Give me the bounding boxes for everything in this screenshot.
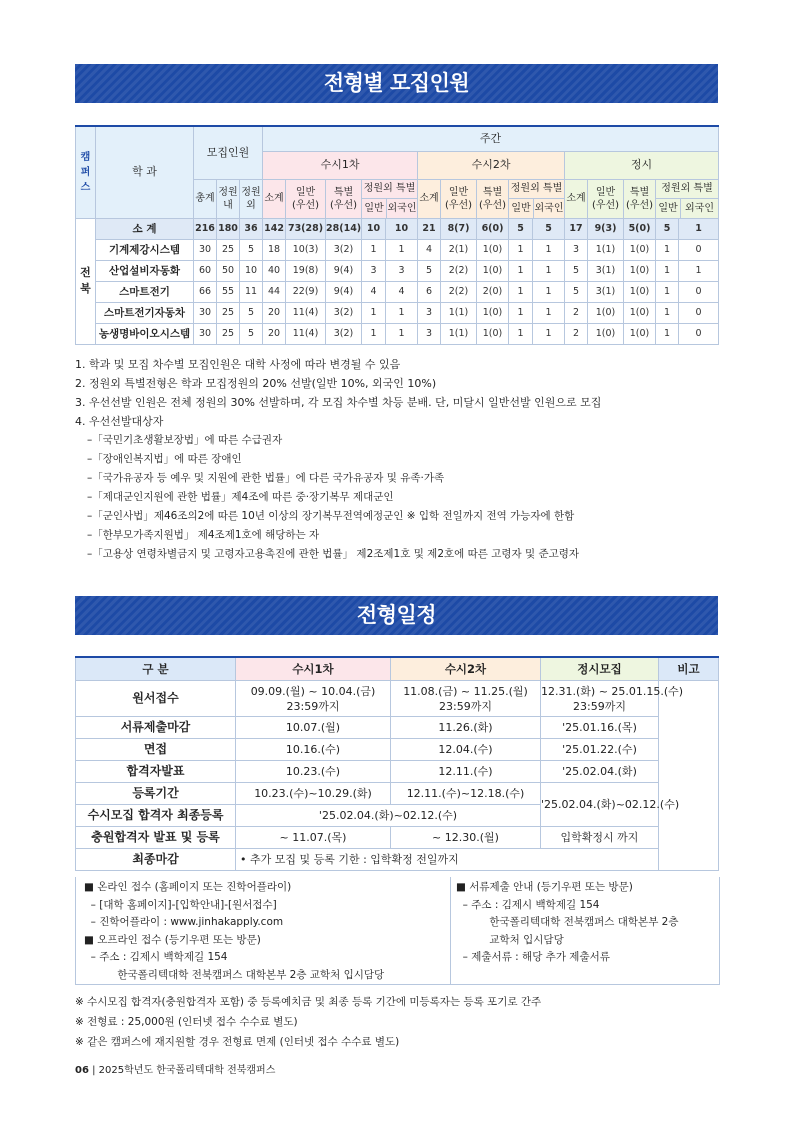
dept-name: 스마트전기자동차 bbox=[96, 302, 194, 323]
quota-cell: 1 bbox=[656, 323, 679, 344]
quota-cell: 6 bbox=[418, 281, 441, 302]
quota-table bbox=[75, 125, 719, 345]
campus-cell: 전 북 bbox=[76, 218, 96, 344]
quota-cell: 44 bbox=[263, 281, 286, 302]
sched-row-final-register: 수시모집 합격자 최종등록 bbox=[76, 805, 236, 827]
sched-header-susi2: 수시2차 bbox=[391, 657, 541, 681]
quota-cell: 25 bbox=[217, 323, 240, 344]
sched-interview-jeongsi: '25.01.22.(수) bbox=[541, 739, 659, 761]
out-quota-header: 정원 외 bbox=[240, 179, 263, 218]
note-line: 1. 학과 및 모집 차수별 모집인원은 대학 사정에 따라 변경될 수 있음 bbox=[75, 358, 401, 371]
sched-row-apply: 원서접수 bbox=[76, 681, 236, 717]
quota-cell: 3 bbox=[362, 260, 386, 281]
quota-cell: 50 bbox=[217, 260, 240, 281]
page-footer bbox=[75, 1061, 275, 1076]
quota-subtotal-row bbox=[76, 218, 719, 239]
quota-cell: 1 bbox=[679, 218, 719, 239]
quota-cell: 30 bbox=[194, 323, 217, 344]
susi1-header: 수시1차 bbox=[263, 151, 418, 179]
quota-cell: 4 bbox=[362, 281, 386, 302]
quota-notes bbox=[75, 355, 725, 564]
page-number: 06 bbox=[75, 1065, 89, 1076]
susi1-general-header: 일반 (우선) bbox=[286, 179, 326, 218]
quota-cell: 0 bbox=[679, 302, 719, 323]
quota-cell: 1(0) bbox=[588, 302, 624, 323]
quota-cell: 1(0) bbox=[588, 323, 624, 344]
quota-cell: 1 bbox=[509, 239, 533, 260]
quota-cell: 3(2) bbox=[326, 323, 362, 344]
schedule-table bbox=[75, 656, 719, 871]
quota-cell: 22(9) bbox=[286, 281, 326, 302]
quota-cell: 4 bbox=[418, 239, 441, 260]
quota-cell: 5 bbox=[509, 218, 533, 239]
quota-cell: 10(3) bbox=[286, 239, 326, 260]
sched-announce-jeongsi: '25.02.04.(화) bbox=[541, 761, 659, 783]
info-line: – 주소 : 김제시 백학제길 154 bbox=[84, 951, 228, 964]
campus-header: 캠퍼스 bbox=[76, 126, 96, 218]
quota-cell: 5 bbox=[565, 260, 588, 281]
daytime-header: 주간 bbox=[263, 126, 719, 151]
quota-cell: 30 bbox=[194, 302, 217, 323]
quota-cell: 1(0) bbox=[624, 239, 656, 260]
quota-cell: 20 bbox=[263, 302, 286, 323]
quota-cell: 55 bbox=[217, 281, 240, 302]
table-row bbox=[76, 323, 719, 344]
susi2-general-header: 일반 (우선) bbox=[441, 179, 477, 218]
sched-header-jeongsi: 정시모집 bbox=[541, 657, 659, 681]
quota-cell: 0 bbox=[679, 239, 719, 260]
jeongsi-header: 정시 bbox=[565, 151, 719, 179]
quota-cell: 20 bbox=[263, 323, 286, 344]
dept-header: 학 과 bbox=[96, 126, 194, 218]
quota-cell: 1(0) bbox=[477, 302, 509, 323]
quota-cell: 17 bbox=[565, 218, 588, 239]
sched-final-register-susi: '25.02.04.(화)~02.12.(수) bbox=[236, 805, 541, 827]
susi1-outspecial-header: 정원외 특별 일반 외국인 bbox=[362, 179, 418, 218]
footnote-line: ※ 수시모집 합격자(충원합격자 포함) 중 등록예치금 및 최종 등록 기간에 미등록자는 등록 포기로 간주 bbox=[75, 996, 542, 1008]
info-line: 한국폴리텍대학 전북캠퍼스 대학본부 2층 교학처 입시담당 bbox=[84, 968, 385, 981]
info-line: – 제출서류 : 해당 추가 제출서류 bbox=[456, 951, 610, 964]
quota-cell: 5 bbox=[240, 323, 263, 344]
table-row bbox=[76, 239, 719, 260]
quota-cell: 1(0) bbox=[477, 260, 509, 281]
quota-cell: 5 bbox=[656, 218, 679, 239]
info-line: ■ 온라인 접수 (홈페이지 또는 진학어플라이) bbox=[84, 881, 292, 893]
quota-cell: 1(0) bbox=[624, 281, 656, 302]
sched-register-jeongsi: '25.02.04.(화)~02.12.(수) bbox=[541, 783, 659, 827]
sched-deadline-text: • 추가 모집 및 등록 기한 : 입학확정 전일까지 bbox=[236, 849, 659, 871]
quota-cell: 2(2) bbox=[441, 260, 477, 281]
note-line: 3. 우선선발 인원은 전체 정원의 30% 선발하며, 각 모집 차수별 차등 분배. 단, 미달시 일반선발 인원으로 모집 bbox=[75, 396, 602, 409]
quota-cell: 1 bbox=[533, 239, 565, 260]
application-info-box bbox=[75, 877, 720, 985]
table-row bbox=[76, 281, 719, 302]
quota-cell: 1(0) bbox=[624, 302, 656, 323]
quota-cell: 11 bbox=[240, 281, 263, 302]
quota-cell: 8(7) bbox=[441, 218, 477, 239]
table-row bbox=[76, 260, 719, 281]
sched-extra-susi2: ~ 12.30.(월) bbox=[391, 827, 541, 849]
dept-name: 산업설비자동화 bbox=[96, 260, 194, 281]
quota-cell: 73(28) bbox=[286, 218, 326, 239]
info-line: 한국폴리텍대학 전북캠퍼스 대학본부 2층 bbox=[456, 916, 679, 929]
quota-cell: 3 bbox=[418, 302, 441, 323]
susi2-special-header: 특별 (우선) bbox=[477, 179, 509, 218]
recruit-header: 모집인원 bbox=[194, 126, 263, 179]
info-line: – 주소 : 김제시 백학제길 154 bbox=[456, 898, 600, 911]
quota-cell: 1 bbox=[509, 323, 533, 344]
sched-interview-susi2: 12.04.(수) bbox=[391, 739, 541, 761]
quota-cell: 180 bbox=[217, 218, 240, 239]
table-row bbox=[76, 302, 719, 323]
susi1-special-header: 특별 (우선) bbox=[326, 179, 362, 218]
quota-cell: 1(1) bbox=[441, 323, 477, 344]
note-subitem: –「한부모가족지원법」 제4조제1호에 해당하는 자 bbox=[87, 529, 320, 541]
quota-cell: 5 bbox=[418, 260, 441, 281]
info-line: 교학처 입시담당 bbox=[456, 933, 564, 946]
quota-cell: 5 bbox=[533, 218, 565, 239]
jeongsi-general-header: 일반 (우선) bbox=[588, 179, 624, 218]
sched-row-extra: 충원합격자 발표 및 등록 bbox=[76, 827, 236, 849]
sched-docs-susi1: 10.07.(월) bbox=[236, 717, 391, 739]
quota-cell: 2 bbox=[565, 323, 588, 344]
quota-cell: 3 bbox=[565, 239, 588, 260]
quota-cell: 25 bbox=[217, 302, 240, 323]
quota-cell: 0 bbox=[679, 281, 719, 302]
sched-apply-susi1: 09.09.(월) ~ 10.04.(금) 23:59까지 bbox=[236, 681, 391, 717]
quota-cell: 1 bbox=[679, 260, 719, 281]
quota-cell: 19(8) bbox=[286, 260, 326, 281]
sched-row-interview: 면접 bbox=[76, 739, 236, 761]
sched-row-announce: 합격자발표 bbox=[76, 761, 236, 783]
quota-cell: 1(1) bbox=[588, 239, 624, 260]
info-divider bbox=[450, 877, 451, 984]
susi2-outspecial-header: 정원외 특별 일반 외국인 bbox=[509, 179, 565, 218]
jeongsi-subtotal-header: 소계 bbox=[565, 179, 588, 218]
info-line: – 진학어플라이 : www.jinhakapply.com bbox=[84, 916, 284, 929]
note-line: 2. 정원외 특별전형은 학과 모집정원의 20% 선발(일반 10%, 외국인 10%) bbox=[75, 377, 437, 390]
jeongsi-special-header: 특별 (우선) bbox=[624, 179, 656, 218]
sched-register-susi2: 12.11.(수)~12.18.(수) bbox=[391, 783, 541, 805]
susi2-header: 수시2차 bbox=[418, 151, 565, 179]
note-subitem: –「국민기초생활보장법」에 따른 수급권자 bbox=[87, 434, 283, 446]
footer-text: | 2025학년도 한국폴리텍대학 전북캠퍼스 bbox=[92, 1065, 276, 1076]
quota-cell: 3(1) bbox=[588, 281, 624, 302]
quota-cell: 1(0) bbox=[624, 260, 656, 281]
sched-register-susi1: 10.23.(수)~10.29.(화) bbox=[236, 783, 391, 805]
quota-cell: 21 bbox=[418, 218, 441, 239]
quota-cell: 1 bbox=[362, 302, 386, 323]
section-title-schedule: 전형일정 bbox=[75, 596, 718, 635]
quota-cell: 1 bbox=[362, 323, 386, 344]
quota-cell: 2(0) bbox=[477, 281, 509, 302]
quota-cell: 9(4) bbox=[326, 260, 362, 281]
quota-cell: 60 bbox=[194, 260, 217, 281]
quota-cell: 1 bbox=[509, 281, 533, 302]
info-line: ■ 오프라인 접수 (등기우편 또는 방문) bbox=[84, 933, 261, 946]
quota-cell: 25 bbox=[217, 239, 240, 260]
quota-cell: 66 bbox=[194, 281, 217, 302]
quota-cell: 6(0) bbox=[477, 218, 509, 239]
quota-cell: 2 bbox=[565, 302, 588, 323]
quota-cell: 3 bbox=[418, 323, 441, 344]
quota-cell: 10 bbox=[240, 260, 263, 281]
quota-cell: 1 bbox=[386, 302, 418, 323]
dept-name: 기계제강시스템 bbox=[96, 239, 194, 260]
quota-cell: 1 bbox=[533, 302, 565, 323]
quota-cell: 1 bbox=[362, 239, 386, 260]
sched-announce-susi2: 12.11.(수) bbox=[391, 761, 541, 783]
quota-cell: 1 bbox=[533, 323, 565, 344]
total-header: 총계 bbox=[194, 179, 217, 218]
quota-cell: 5 bbox=[565, 281, 588, 302]
footnote-line: ※ 같은 캠퍼스에 재지원할 경우 전형료 면제 (인터넷 접수 수수료 별도) bbox=[75, 1036, 400, 1048]
quota-cell: 5 bbox=[240, 239, 263, 260]
quota-cell: 2(1) bbox=[441, 239, 477, 260]
quota-cell: 5 bbox=[240, 302, 263, 323]
quota-cell: 9(3) bbox=[588, 218, 624, 239]
sched-extra-jeongsi: 입학확정시 까지 bbox=[541, 827, 659, 849]
quota-cell: 10 bbox=[362, 218, 386, 239]
quota-cell: 36 bbox=[240, 218, 263, 239]
quota-cell: 216 bbox=[194, 218, 217, 239]
sched-row-register: 등록기간 bbox=[76, 783, 236, 805]
in-quota-header: 정원 내 bbox=[217, 179, 240, 218]
quota-cell: 9(4) bbox=[326, 281, 362, 302]
sched-apply-jeongsi: 12.31.(화) ~ 25.01.15.(수) 23:59까지 bbox=[541, 681, 659, 717]
info-line: – [대학 홈페이지]-[입학안내]-[원서접수] bbox=[84, 898, 277, 911]
quota-cell: 0 bbox=[679, 323, 719, 344]
dept-name: 농생명바이오시스템 bbox=[96, 323, 194, 344]
sched-header-category: 구 분 bbox=[76, 657, 236, 681]
quota-cell: 1 bbox=[656, 302, 679, 323]
quota-cell: 30 bbox=[194, 239, 217, 260]
sched-announce-susi1: 10.23.(수) bbox=[236, 761, 391, 783]
sched-interview-susi1: 10.16.(수) bbox=[236, 739, 391, 761]
quota-cell: 11(4) bbox=[286, 302, 326, 323]
quota-cell: 2(2) bbox=[441, 281, 477, 302]
quota-cell: 1 bbox=[509, 302, 533, 323]
susi1-subtotal-header: 소계 bbox=[263, 179, 286, 218]
susi2-subtotal-header: 소계 bbox=[418, 179, 441, 218]
dept-name: 소 계 bbox=[96, 218, 194, 239]
quota-cell: 18 bbox=[263, 239, 286, 260]
note-subitem: –「제대군인지원에 관한 법률」제4조에 따른 중·장기복무 제대군인 bbox=[87, 491, 394, 503]
footnote-line: ※ 전형료 : 25,000원 (인터넷 접수 수수료 별도) bbox=[75, 1016, 298, 1028]
note-subitem: –「국가유공자 등 예우 및 지원에 관한 법률」에 다른 국가유공자 및 유족·가족 bbox=[87, 472, 445, 484]
sched-header-susi1: 수시1차 bbox=[236, 657, 391, 681]
quota-cell: 1(1) bbox=[441, 302, 477, 323]
note-subitem: –「고용상 연령차별금지 및 고령자고용촉진에 관한 법률」 제2조제1호 및 제2호에 따른 고령자 및 준고령자 bbox=[87, 548, 580, 560]
quota-cell: 28(14) bbox=[326, 218, 362, 239]
quota-cell: 1 bbox=[533, 281, 565, 302]
quota-cell: 1 bbox=[533, 260, 565, 281]
sched-header-remarks: 비고 bbox=[659, 657, 719, 681]
quota-cell: 11(4) bbox=[286, 323, 326, 344]
note-subitem: –「장애인복지법」에 따른 장애인 bbox=[87, 453, 242, 465]
quota-cell: 142 bbox=[263, 218, 286, 239]
quota-cell: 4 bbox=[386, 281, 418, 302]
quota-cell: 1 bbox=[509, 260, 533, 281]
quota-cell: 40 bbox=[263, 260, 286, 281]
quota-cell: 3(2) bbox=[326, 239, 362, 260]
quota-cell: 1 bbox=[386, 323, 418, 344]
quota-cell: 1(0) bbox=[624, 323, 656, 344]
sched-apply-susi2: 11.08.(금) ~ 11.25.(월) 23:59까지 bbox=[391, 681, 541, 717]
note-subitem: –「군인사법」제46조의2에 따른 10년 이상의 장기복무전역예정군인 ※ 입학 전일까지 전역 가능자에 한함 bbox=[87, 510, 575, 522]
section-title-quota: 전형별 모집인원 bbox=[75, 64, 718, 103]
online-offline-info bbox=[84, 879, 444, 985]
quota-cell: 3(2) bbox=[326, 302, 362, 323]
sched-extra-susi1: ~ 11.07.(목) bbox=[236, 827, 391, 849]
document-submission-info bbox=[456, 879, 716, 967]
sched-remarks-cell bbox=[659, 681, 719, 871]
info-line: ■ 서류제출 안내 (등기우편 또는 방문) bbox=[456, 881, 633, 893]
quota-cell: 1(0) bbox=[477, 323, 509, 344]
quota-cell: 1 bbox=[656, 260, 679, 281]
sched-row-deadline: 최종마감 bbox=[76, 849, 236, 871]
footnotes bbox=[75, 992, 541, 1052]
sched-row-docs: 서류제출마감 bbox=[76, 717, 236, 739]
sched-docs-susi2: 11.26.(화) bbox=[391, 717, 541, 739]
quota-cell: 3(1) bbox=[588, 260, 624, 281]
sched-docs-jeongsi: '25.01.16.(목) bbox=[541, 717, 659, 739]
quota-cell: 1 bbox=[656, 281, 679, 302]
dept-name: 스마트전기 bbox=[96, 281, 194, 302]
quota-cell: 3 bbox=[386, 260, 418, 281]
quota-cell: 10 bbox=[386, 218, 418, 239]
quota-cell: 1 bbox=[656, 239, 679, 260]
quota-cell: 5(0) bbox=[624, 218, 656, 239]
jeongsi-outspecial-header: 정원외 특별 일반 외국인 bbox=[656, 179, 719, 218]
quota-cell: 1 bbox=[386, 239, 418, 260]
note-line: 4. 우선선발대상자 bbox=[75, 415, 164, 428]
quota-cell: 1(0) bbox=[477, 239, 509, 260]
